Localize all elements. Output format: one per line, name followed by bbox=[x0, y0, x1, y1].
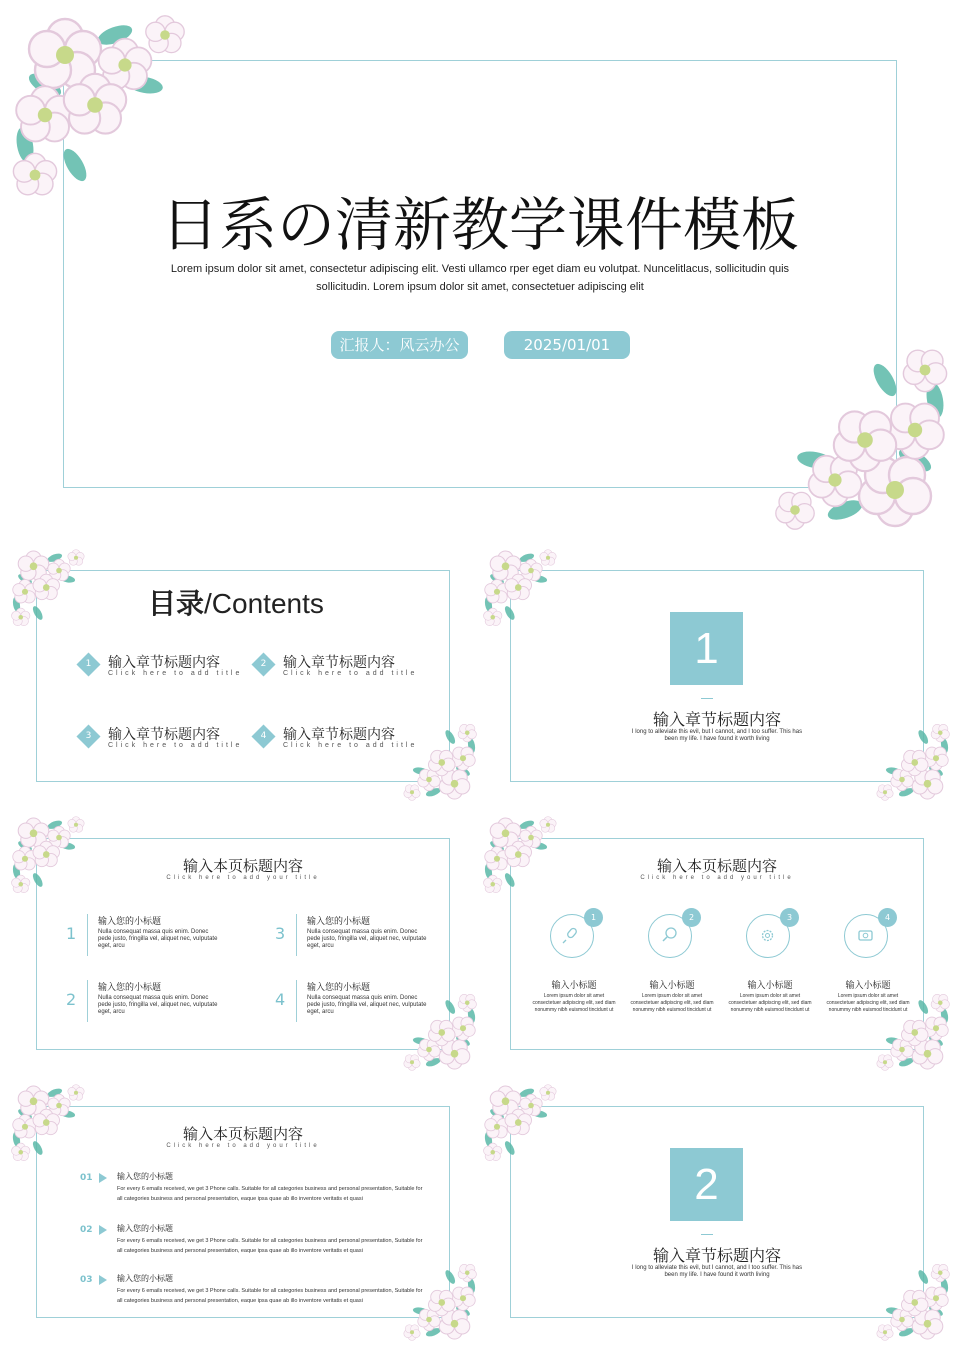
list-line: For every 6 emails received, we get 3 Phone calls. Suitable for all categories business and personal presentation, Suitable for bbox=[117, 1186, 423, 1192]
list-item-2 bbox=[80, 1222, 423, 1262]
diamond-badge: 1 bbox=[76, 652, 100, 676]
icon-feature-line: consectetuer adipiscing elit, sed diam bbox=[630, 1000, 714, 1006]
numbered-item-3 bbox=[275, 912, 435, 962]
icon-badge: 3 bbox=[780, 908, 799, 927]
icon-feature-line: nonummy nibh euismod tincidunt ut bbox=[828, 1007, 908, 1013]
icon-feature-1 bbox=[525, 908, 623, 1018]
numbered-item-2 bbox=[66, 978, 226, 1028]
diamond-badge: 2 bbox=[251, 652, 275, 676]
list-head: 输入您的小标题 bbox=[117, 1172, 173, 1181]
item-line: pede justo, fringilla vel, aliquet nec, vulputate bbox=[307, 936, 427, 942]
list-page-sub: Click here to add your title bbox=[166, 1143, 320, 1149]
list-line: For every 6 emails received, we get 3 Phone calls. Suitable for all categories business and personal presentation, Suitable for bbox=[117, 1238, 423, 1244]
list-line: all categories business and personal presentation, eaque ipsa quae ab illo inventore veritatis et quasi bbox=[117, 1298, 363, 1304]
icon-feature-line: consectetuer adipiscing elit, sed diam bbox=[826, 1000, 910, 1006]
flower-corner-top-left bbox=[8, 545, 93, 630]
list-item-3 bbox=[80, 1272, 423, 1312]
arrow-icon bbox=[99, 1225, 107, 1235]
contents-title-bold: 目录 bbox=[148, 587, 205, 620]
contents-item-1[interactable] bbox=[78, 652, 248, 682]
cover-subtitle-line2: sollicitudin. Lorem ipsum dolor sit amet, consectetuer adipiscing elit bbox=[316, 281, 644, 293]
cover-subtitle-line1: Lorem ipsum dolor sit amet, consectetur adipiscing elit. Vesti ullamco rper eget diam eu volutpat. Nuncelitlacus, sollicitudin quis bbox=[170, 263, 790, 275]
item-line: Nulla consequat massa quis enim. Donec bbox=[98, 995, 209, 1001]
section2-number: 2 bbox=[670, 1148, 743, 1221]
list-head: 输入您的小标题 bbox=[117, 1274, 173, 1283]
icon-feature-head: 输入小标题 bbox=[845, 981, 891, 991]
contents-item-4[interactable] bbox=[253, 724, 423, 754]
item-number: 2 bbox=[66, 990, 77, 1009]
arrow-icon bbox=[99, 1275, 107, 1285]
icon-feature-line: Lorem ipsum dolor sit amet bbox=[837, 993, 899, 999]
list-item-1 bbox=[80, 1170, 423, 1210]
contents-item-sub: Click here to add title bbox=[283, 742, 418, 749]
icon-badge: 4 bbox=[878, 908, 897, 927]
numbered-item-1 bbox=[66, 912, 226, 962]
icons-page-sub: Click here to add your title bbox=[640, 875, 794, 881]
flower-corner-bottom-right bbox=[755, 340, 955, 540]
section2-title: 输入章节标题内容 bbox=[652, 1246, 781, 1265]
icon-feature-line: nonummy nibh euismod tincidunt ut bbox=[534, 1007, 614, 1013]
list-line: all categories business and personal presentation, eaque ipsa quae ab illo inventore veritatis et quasi bbox=[117, 1248, 363, 1254]
section2-desc-line1: I long to alleviate this evil, but I cannot, and I too suffer. This has bbox=[631, 1265, 803, 1271]
list-number: 01 bbox=[80, 1173, 93, 1183]
item-line: pede justo, fringilla vel, aliquet nec, vulputate bbox=[307, 1002, 427, 1008]
numbered-item-4 bbox=[275, 978, 435, 1028]
flower-corner-top-left bbox=[5, 5, 205, 205]
icon-feature-line: consectetuer adipiscing elit, sed diam bbox=[532, 1000, 616, 1006]
numbered-page-title: 输入本页标题内容 bbox=[182, 857, 303, 875]
icon-badge: 1 bbox=[584, 908, 603, 927]
item-line: eget, arcu bbox=[307, 943, 334, 949]
item-line: pede justo, fringilla vel, aliquet nec, vulputate bbox=[98, 1002, 218, 1008]
item-divider bbox=[87, 914, 88, 956]
icon-feature-2 bbox=[623, 908, 721, 1018]
icon-feature-3 bbox=[721, 908, 819, 1018]
icon-feature-line: nonummy nibh euismod tincidunt ut bbox=[632, 1007, 712, 1013]
numbered-page-sub: Click here to add your title bbox=[166, 875, 320, 881]
contents-item-2[interactable] bbox=[253, 652, 423, 682]
item-number: 4 bbox=[275, 990, 286, 1009]
icon-feature-4 bbox=[819, 908, 917, 1018]
item-line: pede justo, fringilla vel, aliquet nec, vulputate bbox=[98, 936, 218, 942]
item-head: 输入您的小标题 bbox=[98, 917, 162, 927]
item-line: eget, arcu bbox=[98, 1009, 125, 1015]
contents-item-label: 输入章节标题内容 bbox=[283, 655, 395, 671]
section1-divider bbox=[701, 698, 713, 699]
section1-number: 1 bbox=[670, 612, 743, 685]
contents-item-sub: Click here to add title bbox=[283, 670, 418, 677]
item-divider bbox=[87, 980, 88, 1022]
item-line: eget, arcu bbox=[307, 1009, 334, 1015]
item-line: Nulla consequat massa quis enim. Donec bbox=[307, 929, 418, 935]
list-line: all categories business and personal presentation, eaque ipsa quae ab illo inventore veritatis et quasi bbox=[117, 1196, 363, 1202]
section1-desc-line1: I long to alleviate this evil, but I cannot, and I too suffer. This has bbox=[631, 729, 803, 735]
list-number: 02 bbox=[80, 1225, 93, 1235]
item-head: 输入您的小标题 bbox=[307, 917, 371, 927]
icon-feature-line: nonummy nibh euismod tincidunt ut bbox=[730, 1007, 810, 1013]
section2-divider bbox=[701, 1234, 713, 1235]
list-head: 输入您的小标题 bbox=[117, 1224, 173, 1233]
contents-item-label: 输入章节标题内容 bbox=[283, 727, 395, 743]
diamond-badge: 3 bbox=[76, 724, 100, 748]
item-number: 3 bbox=[275, 924, 286, 943]
diamond-badge: 4 bbox=[251, 724, 275, 748]
flower-corner-top-left bbox=[480, 1080, 565, 1165]
section1-desc-line2: been my life. I have found it worth living bbox=[664, 736, 770, 742]
section1-title: 输入章节标题内容 bbox=[652, 710, 781, 729]
contents-title bbox=[148, 586, 324, 622]
contents-title-rest: /Contents bbox=[204, 588, 324, 619]
icon-feature-line: consectetuer adipiscing elit, sed diam bbox=[728, 1000, 812, 1006]
arrow-icon bbox=[99, 1173, 107, 1183]
icon-badge: 2 bbox=[682, 908, 701, 927]
item-divider bbox=[296, 980, 297, 1022]
list-line: For every 6 emails received, we get 3 Phone calls. Suitable for all categories business and personal presentation, Suitable for bbox=[117, 1288, 423, 1294]
contents-item-label: 输入章节标题内容 bbox=[108, 655, 220, 671]
contents-item-sub: Click here to add title bbox=[108, 670, 243, 677]
icon-feature-line: Lorem ipsum dolor sit amet bbox=[543, 993, 605, 999]
contents-item-sub: Click here to add title bbox=[108, 742, 243, 749]
list-page-title: 输入本页标题内容 bbox=[182, 1125, 303, 1143]
list-number: 03 bbox=[80, 1275, 93, 1285]
icon-feature-head: 输入小标题 bbox=[747, 981, 793, 991]
reporter-badge: 汇报人：风云办公 bbox=[331, 331, 468, 359]
icon-feature-line: Lorem ipsum dolor sit amet bbox=[739, 993, 801, 999]
contents-item-3[interactable] bbox=[78, 724, 248, 754]
item-line: eget, arcu bbox=[98, 943, 125, 949]
icon-feature-head: 输入小标题 bbox=[649, 981, 695, 991]
date-badge: 2025/01/01 bbox=[504, 331, 630, 359]
contents-item-label: 输入章节标题内容 bbox=[108, 727, 220, 743]
icon-feature-head: 输入小标题 bbox=[551, 981, 597, 991]
flower-corner-top-left bbox=[480, 545, 565, 630]
item-divider bbox=[296, 914, 297, 956]
icons-page-title: 输入本页标题内容 bbox=[656, 857, 777, 875]
item-number: 1 bbox=[66, 924, 77, 943]
section2-desc-line2: been my life. I have found it worth living bbox=[664, 1272, 770, 1278]
item-head: 输入您的小标题 bbox=[307, 983, 371, 993]
item-line: Nulla consequat massa quis enim. Donec bbox=[98, 929, 209, 935]
item-line: Nulla consequat massa quis enim. Donec bbox=[307, 995, 418, 1001]
item-head: 输入您的小标题 bbox=[98, 983, 162, 993]
icon-feature-line: Lorem ipsum dolor sit amet bbox=[641, 993, 703, 999]
cover-title: 日系の清新教学课件模板 bbox=[160, 191, 799, 259]
